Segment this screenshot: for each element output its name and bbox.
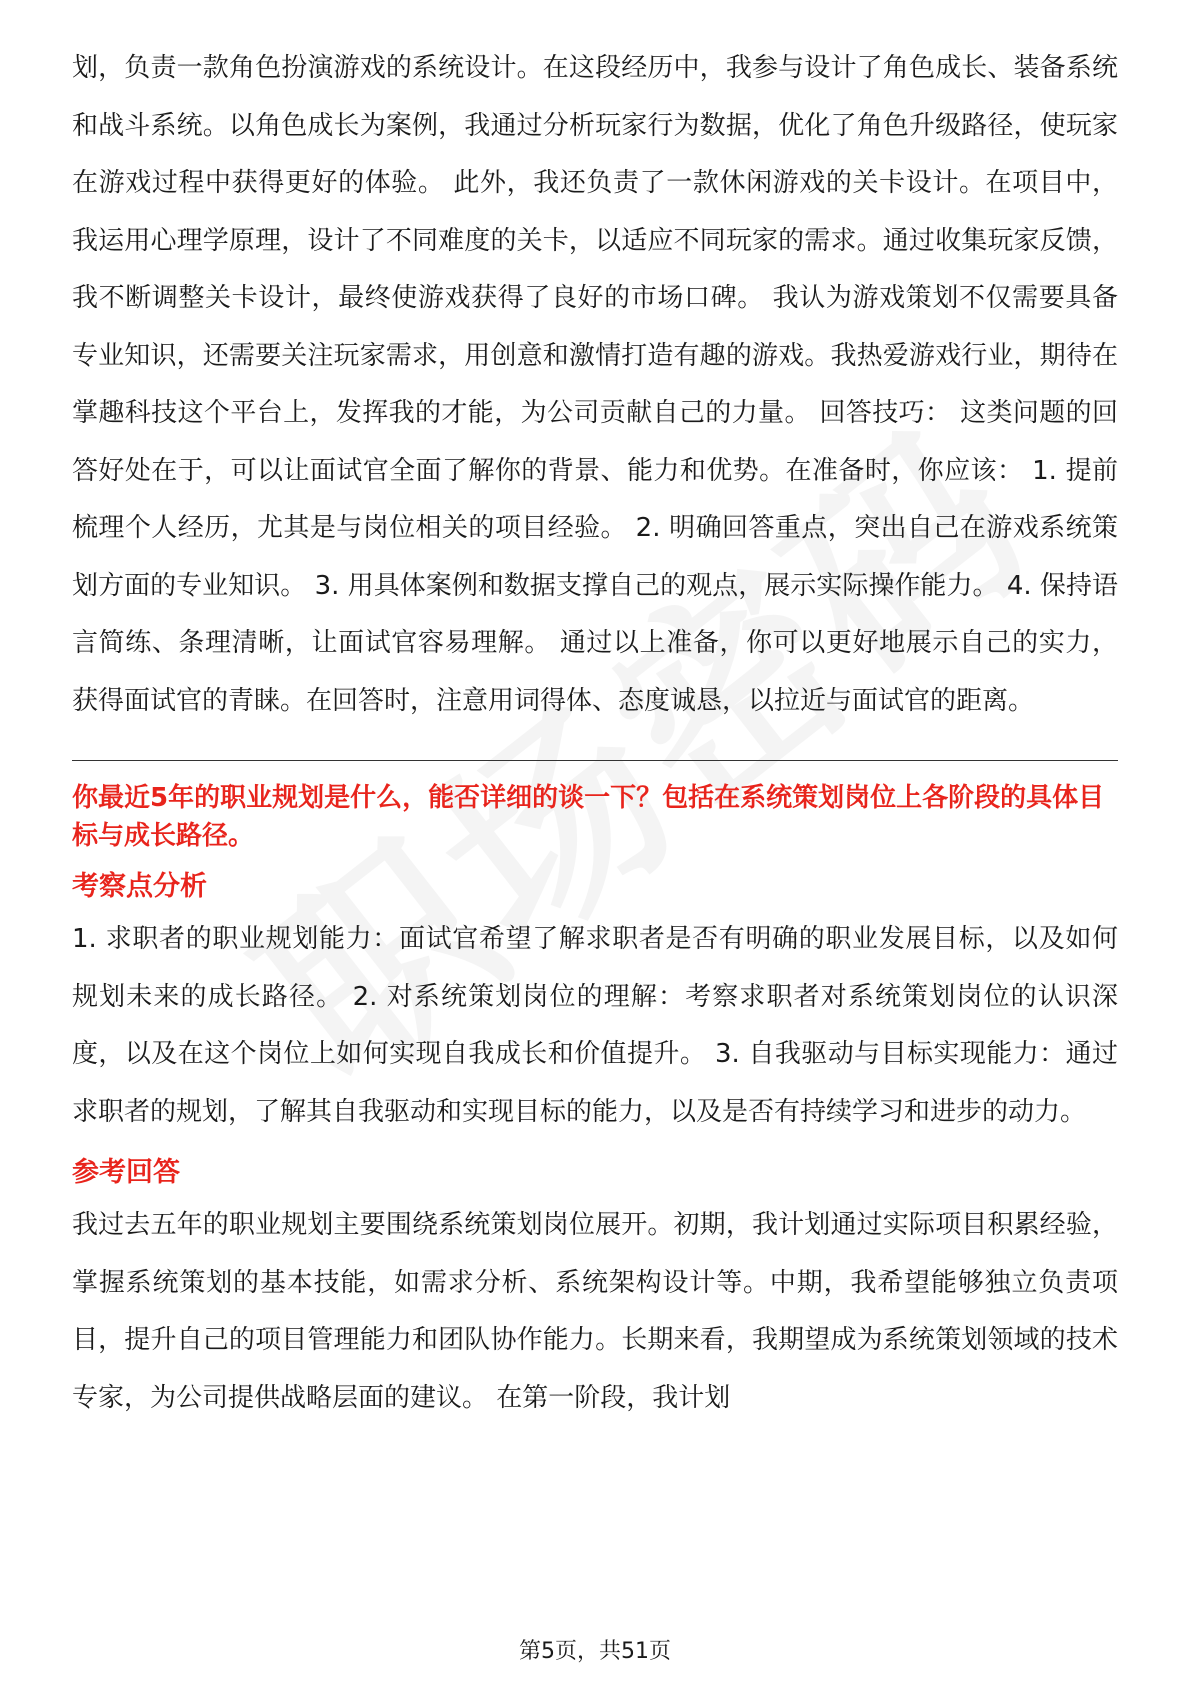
question-heading: 你最近5年的职业规划是什么，能否详细的谈一下？包括在系统策划岗位上各阶段的具体目标与成长路径。 [72,783,1105,851]
analysis-section [72,867,1118,1141]
intro-paragraph: 划，负责一款角色扮演游戏的系统设计。在这段经历中，我参与设计了角色成长、装备系统和战斗系统。以角色成长为案例，我通过分析玩家行为数据，优化了角色升级路径，使玩家在游戏过程中获得更好的体验。 此外，我还负责了一款休闲游戏的关卡设计。在项目中，我运用心理学原理，设计了不同难度的关卡，以适应不同玩家的需求。通过收集玩家反馈，我不断调整关卡设计，最终使游戏获得了良好的市场口碑。 我认为游戏策划不仅需要具备专业知识，还需要关注玩家需求，用创意和激情打造有趣的游戏。我热爱游戏行业，期待在掌趣科技这个平台上，发挥我的才能，为公司贡献自己的力量。 回答技巧： 这类问题的回答好处在于，可以让面试官全面了解你的背景、能力和优势。在准备时，你应该： 1. 提前梳理个人经历，尤其是与岗位相关的项目经验。 2. 明确回答重点，突出自己在游戏系统策划方面的专业知识。 3. 用具体案例和数据支撑自己的观点，展示实际操作能力。 4. 保持语言简练、条理清晰，让面试官容易理解。 通过以上准备，你可以更好地展示自己的实力，获得面试官的青睐。在回答时，注意用词得体、态度诚恳，以拉近与面试官的距离。 [72,53,1118,716]
analysis-title: 考察点分析 [72,871,207,902]
page-content [72,40,1118,1427]
reference-body: 我过去五年的职业规划主要围绕系统策划岗位展开。初期，我计划通过实际项目积累经验，掌握系统策划的基本技能，如需求分析、系统架构设计等。中期，我希望能够独立负责项目，提升自己的项目管理能力和团队协作能力。长期来看，我期望成为系统策划领域的技术专家，为公司提供战略层面的建议。 在第一阶段，我计划 [72,1210,1118,1413]
analysis-body: 1. 求职者的职业规划能力：面试官希望了解求职者是否有明确的职业发展目标，以及如何规划未来的成长路径。 2. 对系统策划岗位的理解：考察求职者对系统策划岗位的认识深度，以及在这个岗位上如何实现自我成长和价值提升。 3. 自我驱动与目标实现能力：通过求职者的规划，了解其自我驱动和实现目标的能力，以及是否有持续学习和进步的动力。 [72,924,1118,1127]
reference-section [72,1153,1118,1427]
reference-title: 参考回答 [72,1157,180,1188]
section-divider [72,760,1118,761]
page-number-footer: 第5页，共51页 [519,1639,671,1664]
